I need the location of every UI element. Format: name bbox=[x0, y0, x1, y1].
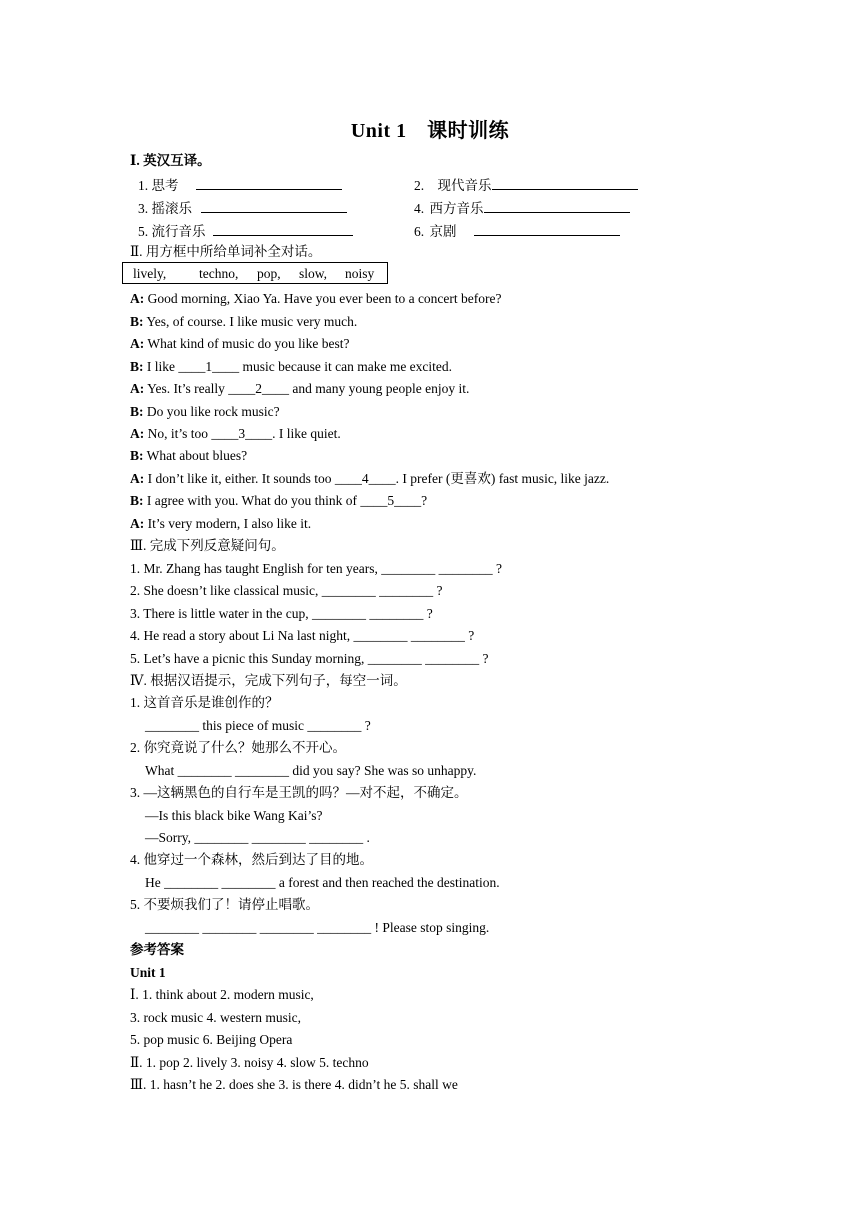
section2-heading: Ⅱ. 用方框中所给单词补全对话。 bbox=[130, 244, 322, 259]
answer-blank[interactable] bbox=[201, 198, 347, 213]
question-item: ________ ________ ________ ________ ! Please stop singing. bbox=[145, 920, 490, 935]
s1-item-1: 1. 思考 bbox=[138, 175, 342, 195]
numbered-blank[interactable]: ____1____ bbox=[178, 359, 240, 374]
question-item: —Sorry, ________ ________ ________ . bbox=[145, 830, 370, 845]
section4-heading: Ⅳ. 根据汉语提示，完成下列句子，每空一词。 bbox=[130, 673, 407, 688]
s1-item-6: 6. 京剧 bbox=[414, 221, 620, 241]
question-item: 4. He read a story about Li Na last night, ________ ________ ? bbox=[130, 628, 475, 643]
word-bank-item: pop, bbox=[257, 266, 281, 281]
word-bank-box bbox=[122, 262, 388, 284]
question-prompt: 2. 你究竟说了什么？她那么不开心。 bbox=[130, 740, 346, 755]
numbered-blank[interactable]: ____5____ bbox=[360, 493, 422, 508]
question-prompt: 3. —这辆黑色的自行车是王凯的吗？—对不起，不确定。 bbox=[130, 785, 468, 800]
question-item: 1. Mr. Zhang has taught English for ten years, ________ ________ ? bbox=[130, 561, 502, 576]
answer-line: 5. pop music 6. Beijing Opera bbox=[130, 1032, 293, 1047]
dialogue-line: B: What about blues? bbox=[130, 448, 248, 463]
answer-blank[interactable] bbox=[196, 175, 342, 190]
dialogue-line: B: Yes, of course. I like music very much. bbox=[130, 314, 358, 329]
question-prompt: 1. 这首音乐是谁创作的？ bbox=[130, 695, 279, 710]
question-item: 3. There is little water in the cup, ________ ________ ? bbox=[130, 606, 433, 621]
question-item: 5. Let’s have a picnic this Sunday morning, ________ ________ ? bbox=[130, 651, 489, 666]
s1-item-2: 2. 现代音乐 bbox=[414, 175, 638, 195]
s1-item-5: 5. 流行音乐 bbox=[138, 221, 353, 241]
answer-blank[interactable] bbox=[213, 221, 353, 236]
dialogue-line: A: What kind of music do you like best? bbox=[130, 336, 350, 351]
answers-heading: 参考答案 bbox=[130, 942, 184, 957]
numbered-blank[interactable]: ____3____ bbox=[211, 426, 273, 441]
answer-blank[interactable] bbox=[474, 221, 620, 236]
dialogue-line: A: Good morning, Xiao Ya. Have you ever been to a concert before? bbox=[130, 291, 502, 306]
answer-blank[interactable] bbox=[484, 198, 630, 213]
answer-line: 3. rock music 4. western music, bbox=[130, 1010, 301, 1025]
word-bank-item: noisy bbox=[345, 266, 375, 281]
word-bank-item: lively, bbox=[133, 266, 167, 281]
dialogue-line: A: It’s very modern, I also like it. bbox=[130, 516, 312, 531]
dialogue-line: A: Yes. It’s really ____2____ and many young people enjoy it. bbox=[130, 381, 470, 396]
answer-blank[interactable] bbox=[492, 175, 638, 190]
question-item: ________ this piece of music ________ ? bbox=[145, 718, 371, 733]
section1-heading: Ⅰ. 英汉互译。 bbox=[130, 153, 211, 168]
dialogue-line: B: I agree with you. What do you think of ____5____? bbox=[130, 493, 428, 508]
numbered-blank[interactable]: ____2____ bbox=[228, 381, 290, 396]
dialogue-line: A: I don’t like it, either. It sounds too ____4____. I prefer (更喜欢) fast music, like jazz. bbox=[130, 471, 610, 486]
numbered-blank[interactable]: ____4____ bbox=[334, 471, 396, 486]
s1-item-4: 4. 西方音乐 bbox=[414, 198, 630, 218]
answer-line: Ⅲ. 1. hasn’t he 2. does she 3. is there 4. didn’t he 5. shall we bbox=[130, 1077, 458, 1092]
page-title: Unit 1 课时训练 bbox=[350, 120, 510, 142]
word-bank-item: techno, bbox=[199, 266, 239, 281]
dialogue-line: A: No, it’s too ____3____. I like quiet. bbox=[130, 426, 341, 441]
section3-heading: Ⅲ. 完成下列反意疑问句。 bbox=[130, 538, 285, 553]
answer-line: Ⅱ. 1. pop 2. lively 3. noisy 4. slow 5. techno bbox=[130, 1055, 369, 1070]
question-prompt: 4. 他穿过一个森林，然后到达了目的地。 bbox=[130, 852, 373, 867]
answer-line: Ⅰ. 1. think about 2. modern music, bbox=[130, 987, 314, 1002]
dialogue-line: B: I like ____1____ music because it can make me excited. bbox=[130, 359, 453, 374]
question-item: 2. She doesn’t like classical music, ________ ________ ? bbox=[130, 583, 443, 598]
question-item: He ________ ________ a forest and then reached the destination. bbox=[145, 875, 500, 890]
s1-item-3: 3. 摇滚乐 bbox=[138, 198, 347, 218]
question-prompt: 5. 不要烦我们了！请停止唱歌。 bbox=[130, 897, 319, 912]
dialogue-line: B: Do you like rock music? bbox=[130, 404, 280, 419]
answers-unit: Unit 1 bbox=[130, 965, 166, 980]
word-bank-item: slow, bbox=[299, 266, 328, 281]
question-item: —Is this black bike Wang Kai’s? bbox=[145, 808, 323, 823]
question-item: What ________ ________ did you say? She was so unhappy. bbox=[145, 763, 477, 778]
